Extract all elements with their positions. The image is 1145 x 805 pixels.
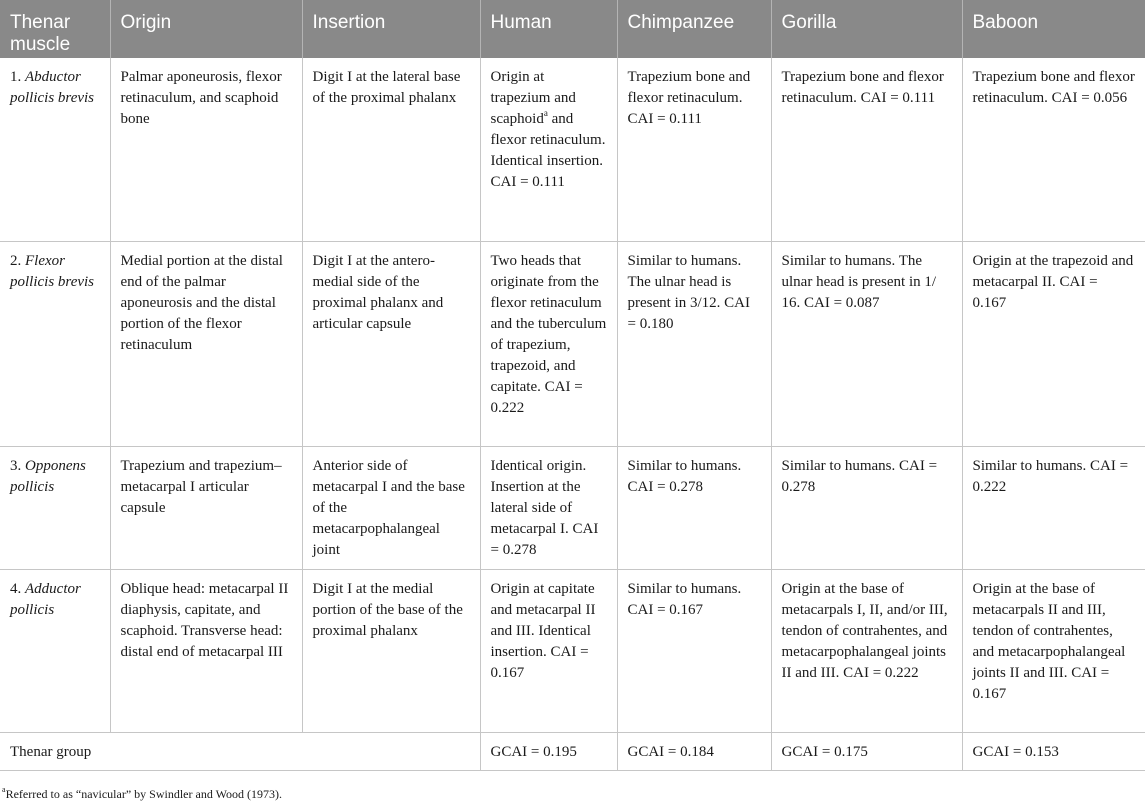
- insertion-cell: Anterior side of metacarpal I and the base of the metacarpophalangeal joint: [302, 446, 480, 569]
- table-header-row: [0, 0, 1145, 58]
- group-label: Thenar group: [0, 732, 480, 770]
- header-chimpanzee: Chimpanzee: [617, 0, 771, 58]
- group-summary-row: [0, 732, 1145, 770]
- gorilla-cell: Similar to humans. CAI = 0.278: [771, 446, 962, 569]
- row-number: 3.: [10, 457, 22, 474]
- header-origin: Origin: [110, 0, 302, 58]
- baboon-cell: Similar to humans. CAI = 0.222: [962, 446, 1145, 569]
- gorilla-cell: Similar to humans. The ulnar head is present in 1/ 16. CAI = 0.087: [771, 241, 962, 446]
- header-insertion: Insertion: [302, 0, 480, 58]
- insertion-cell: Digit I at the medial portion of the base of the proximal phalanx: [302, 569, 480, 732]
- muscle-name-cell: [0, 569, 110, 732]
- human-cell: Two heads that originate from the flexor retinaculum and the tuberculum of trapezium, trapezoid, and capitate. CAI = 0.222: [480, 241, 617, 446]
- human-cell: Identical origin. Insertion at the lateral side of metacarpal I. CAI = 0.278: [480, 446, 617, 569]
- human-text-part: Origin at trapezium and scaphoid: [490, 69, 576, 127]
- baboon-cell: Origin at the trapezoid and metacarpal II. CAI = 0.167: [962, 241, 1145, 446]
- group-gorilla-gcai: GCAI = 0.175: [771, 732, 962, 770]
- row-number: 1.: [10, 69, 22, 85]
- chimpanzee-cell: Similar to humans. CAI = 0.278: [617, 446, 771, 569]
- chimpanzee-cell: Similar to humans. CAI = 0.167: [617, 569, 771, 732]
- muscle-name: Opponens pollicis: [10, 457, 86, 495]
- muscle-name: Adductor pollicis: [10, 580, 81, 618]
- origin-cell: Medial portion at the distal end of the palmar aponeurosis and the distal portion of the flexor retinaculum: [110, 241, 302, 446]
- header-gorilla: Gorilla: [771, 0, 962, 58]
- table-row: [0, 446, 1145, 569]
- baboon-cell: Trapezium bone and flexor retinaculum. CAI = 0.056: [962, 58, 1145, 241]
- footnote-mark: a: [2, 785, 6, 794]
- table-row: [0, 569, 1145, 732]
- footnote-text: Referred to as “navicular” by Swindler and Wood (1973).: [5, 787, 282, 801]
- group-chimpanzee-gcai: GCAI = 0.184: [617, 732, 771, 770]
- header-baboon: Baboon: [962, 0, 1145, 58]
- table-row: [0, 58, 1145, 241]
- muscle-name-cell: [0, 58, 110, 241]
- table-footnote: [2, 787, 282, 801]
- group-baboon-gcai: GCAI = 0.153: [962, 732, 1145, 770]
- table-row: [0, 241, 1145, 446]
- origin-cell: Oblique head: metacarpal II diaphysis, capitate, and scaphoid. Transverse head: distal end of metacarpal III: [110, 569, 302, 732]
- gorilla-cell: Origin at the base of metacarpals I, II, and/or III, tendon of contrahentes, and metacarpophalangeal joints II and III. CAI = 0.222: [771, 569, 962, 732]
- row-number: 4.: [10, 580, 22, 597]
- human-cell: Origin at capitate and metacarpal II and III. Identical insertion. CAI = 0.167: [480, 569, 617, 732]
- human-text-part: and flexor retinaculum. Identical insertion. CAI = 0.111: [490, 111, 606, 190]
- muscle-name-cell: [0, 446, 110, 569]
- muscle-name: Flexor pollicis brevis: [10, 252, 95, 290]
- muscle-name-cell: [0, 241, 110, 446]
- footnote-marker: a: [543, 108, 548, 118]
- row-number: 2.: [10, 252, 22, 269]
- header-thenar-muscle: Thenar muscle: [0, 0, 110, 58]
- human-cell: [480, 58, 617, 241]
- group-human-gcai: GCAI = 0.195: [480, 732, 617, 770]
- origin-cell: Trapezium and trapezium–metacarpal I articular capsule: [110, 446, 302, 569]
- gorilla-cell: Trapezium bone and flexor retinaculum. CAI = 0.111: [771, 58, 962, 241]
- muscle-name: Abductor pollicis brevis: [10, 69, 95, 106]
- origin-cell: Palmar aponeurosis, flexor retinaculum, and scaphoid bone: [110, 58, 302, 241]
- insertion-cell: Digit I at the antero-medial side of the proximal phalanx and articular capsule: [302, 241, 480, 446]
- baboon-cell: Origin at the base of metacarpals II and III, tendon of contrahentes, and metacarpophalangeal joints II and III. CAI = 0.167: [962, 569, 1145, 732]
- insertion-cell: Digit I at the lateral base of the proximal phalanx: [302, 58, 480, 241]
- chimpanzee-cell: Trapezium bone and flexor retinaculum. CAI = 0.111: [617, 58, 771, 241]
- chimpanzee-cell: Similar to humans. The ulnar head is present in 3/12. CAI = 0.180: [617, 241, 771, 446]
- header-human: Human: [480, 0, 617, 58]
